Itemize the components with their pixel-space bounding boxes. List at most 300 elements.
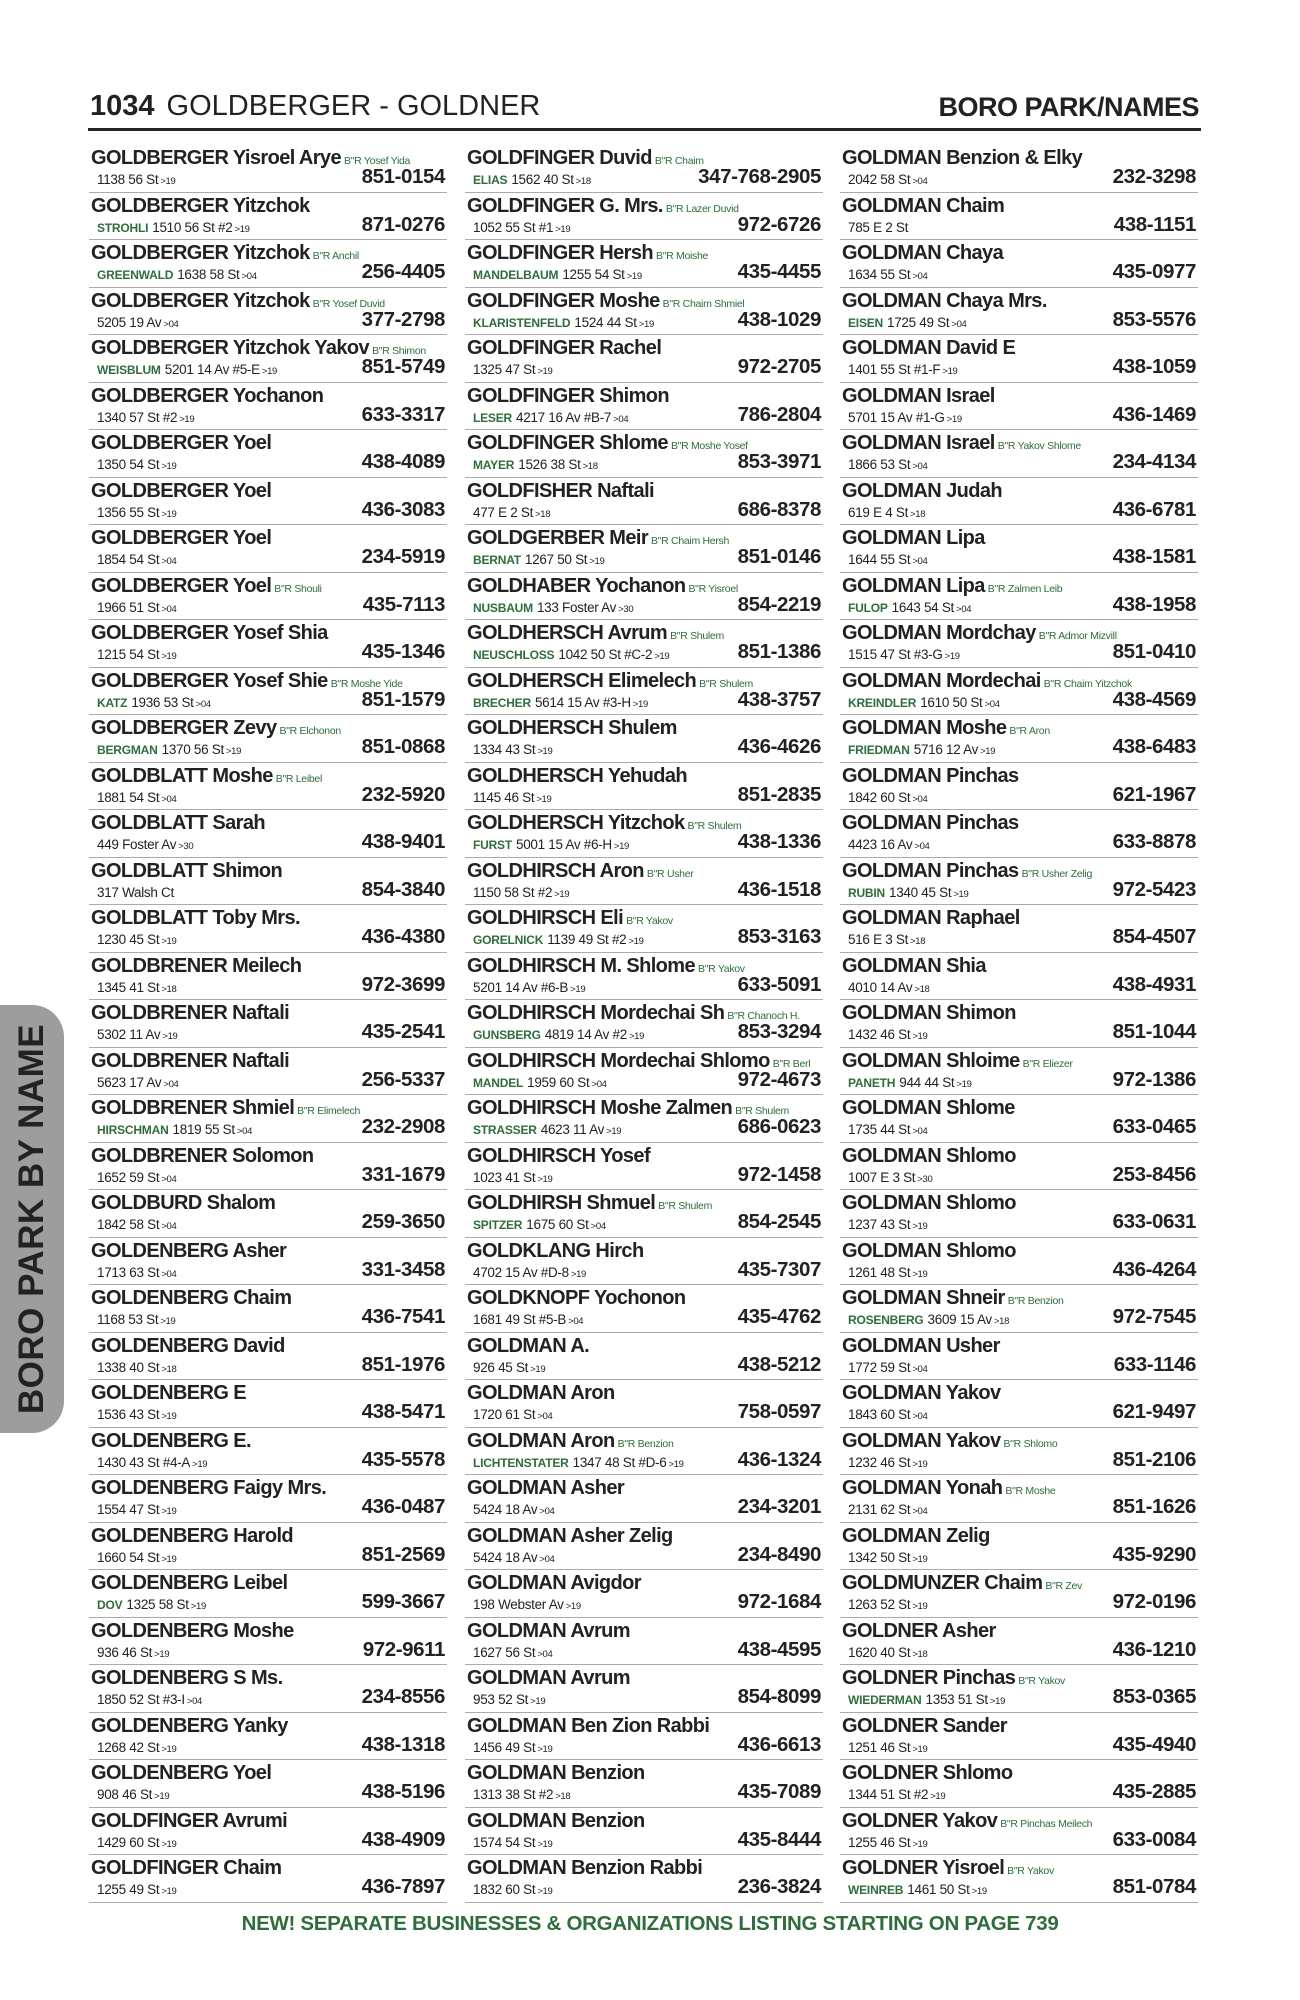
listing-phone: 438-5471 <box>361 1400 445 1423</box>
listing-entry <box>465 288 823 336</box>
listing-name-text: GOLDMAN Shimon <box>842 1002 1016 1024</box>
listing-zip: >19 <box>530 1363 546 1375</box>
listing-name-text: GOLDHERSCH Yitzchok <box>467 812 685 834</box>
listing-address: 1255 46 St <box>848 1834 911 1850</box>
listing-address: 1237 43 St <box>848 1217 911 1232</box>
listing-entry <box>89 810 447 858</box>
listing-phone: 851-1044 <box>1112 1020 1196 1043</box>
listing-name <box>842 955 986 978</box>
listing-address-line <box>848 932 925 947</box>
listing-zip: >19 <box>606 1126 622 1137</box>
listing-name-text: GOLDMAN Benzion & Elky <box>842 147 1083 169</box>
listing-family-name: FULOP <box>848 600 888 615</box>
listing-name-text: GOLDENBERG Harold <box>91 1524 294 1547</box>
listing-zip: >04 <box>163 1078 179 1090</box>
listing-entry <box>840 1285 1198 1333</box>
listing-entry <box>89 668 447 716</box>
listing-name <box>467 147 704 170</box>
listing-name <box>91 432 271 455</box>
listing-zip: >19 <box>161 1838 177 1850</box>
listing-name-text: GOLDKNOPF Yochonon <box>467 1287 686 1309</box>
listing-family-name: FURST <box>473 838 512 852</box>
listing-zip: >19 <box>161 936 177 947</box>
listing-entry <box>465 1333 823 1381</box>
listing-name-text: GOLDHABER Yochanon <box>467 574 686 597</box>
listing-zip: >04 <box>613 413 629 425</box>
listing-name <box>842 1192 1016 1215</box>
listing-entry <box>465 1618 823 1666</box>
listing-address: 1574 54 St <box>473 1834 536 1850</box>
listing-address: 4010 14 Av <box>848 979 913 995</box>
listing-family-name: PANETH <box>848 1075 896 1090</box>
listing-phone: 851-5749 <box>361 355 445 378</box>
listing-name-text: GOLDGERBER Meir <box>467 527 649 549</box>
listing-parent: B"R Shulem <box>699 677 754 690</box>
listing-zip: >19 <box>161 1553 177 1565</box>
listing-zip: >19 <box>190 1601 206 1612</box>
listing-phone: 331-3458 <box>361 1257 445 1281</box>
listing-parent: B"R Chaim <box>654 155 704 167</box>
listing-address: 926 45 St <box>473 1359 529 1375</box>
listing-entry <box>89 1713 447 1761</box>
listing-address-line <box>97 1312 176 1327</box>
listing-zip: >04 <box>568 1316 584 1327</box>
listing-name-text: GOLDMAN Asher <box>467 1477 625 1499</box>
listing-name <box>842 1430 1057 1453</box>
listing-name-text: GOLDBERGER Yoel <box>91 479 272 502</box>
listing-entry <box>840 1190 1198 1238</box>
listing-address: 5716 12 Av <box>913 742 979 757</box>
listing-entry <box>840 905 1198 953</box>
listing-zip: >04 <box>241 271 257 282</box>
listing-entry <box>89 1665 447 1713</box>
listing-name <box>91 1667 283 1690</box>
listing-name-text: GOLDMAN Shlomo <box>842 1239 1016 1262</box>
listing-zip: >19 <box>161 1411 177 1422</box>
listing-name-text: GOLDBERGER Zevy <box>91 717 277 739</box>
listing-name <box>842 290 1047 313</box>
listing-entry <box>840 1713 1198 1761</box>
listing-name-text: GOLDMAN Chaya Mrs. <box>842 289 1047 312</box>
side-tab-label: BORO PARK BY NAME <box>12 1023 51 1415</box>
listing-address-line <box>473 1312 583 1327</box>
listing-name-text: GOLDKLANG Hirch <box>467 1239 644 1262</box>
listing-zip: >18 <box>912 1648 928 1660</box>
listing-name-text: GOLDMAN Avigdor <box>467 1572 641 1594</box>
listing-entry <box>840 288 1198 336</box>
listing-parent: B"R Elchonon <box>279 725 341 737</box>
listing-address: 1936 53 St <box>131 694 194 710</box>
listing-family-name: ELIAS <box>473 173 508 187</box>
listing-address-line <box>97 1645 169 1660</box>
listing-name <box>467 1430 674 1453</box>
listing-address-line <box>473 932 644 947</box>
listing-name-text: GOLDENBERG E. <box>91 1429 251 1452</box>
listing-address-line <box>473 600 633 615</box>
listing-name-text: GOLDMAN Benzion <box>467 1809 645 1832</box>
listing-phone: 786-2804 <box>737 402 821 426</box>
listing-name <box>91 527 271 550</box>
listing-entry <box>465 810 823 858</box>
listing-name <box>467 1287 685 1310</box>
listing-address: 1168 53 St <box>97 1312 159 1327</box>
listing-parent: B"R Yakov <box>626 915 673 927</box>
listing-zip: >04 <box>912 1126 928 1137</box>
listing-zip: >19 <box>179 413 195 425</box>
listing-entry <box>840 193 1198 241</box>
listing-zip: >19 <box>554 888 570 900</box>
listing-phone: 972-1684 <box>737 1590 821 1613</box>
listing-parent: B"R Aron <box>1009 725 1050 737</box>
listing-phone: 234-3201 <box>737 1495 821 1518</box>
listing-phone: 972-6726 <box>737 212 821 236</box>
listing-address: 5302 11 Av <box>97 1027 161 1042</box>
listing-name <box>467 527 729 550</box>
listing-address-line <box>848 410 962 425</box>
listing-name <box>467 432 748 455</box>
listing-zip: >04 <box>161 793 177 805</box>
listing-parent: B"R Yakov Shlome <box>997 440 1081 452</box>
listing-phone: 438-1029 <box>737 307 821 331</box>
listing-name-text: GOLDBERGER Yoel <box>91 432 272 454</box>
listing-parent: B"R Chaim Shmiel <box>662 297 745 310</box>
listing-parent: B"R Pinchas Meilech <box>1000 1817 1093 1830</box>
listing-phone: 256-5337 <box>361 1067 445 1091</box>
listing-phone: 234-5919 <box>361 545 445 568</box>
listing-name <box>842 1572 1082 1595</box>
listing-address-line <box>848 1265 928 1280</box>
listing-phone: 851-0154 <box>361 165 445 188</box>
listing-parent: B"R Benzion <box>617 1437 674 1450</box>
listing-name <box>842 670 1132 693</box>
listing-zip: >19 <box>980 746 996 757</box>
listing-address: 908 46 St <box>97 1787 153 1802</box>
listing-address-line <box>473 1122 621 1137</box>
listing-address-line <box>848 1407 928 1422</box>
listing-entry <box>465 715 823 763</box>
listing-phone: 436-1210 <box>1112 1637 1196 1661</box>
listing-address: 5001 15 Av #6-H <box>516 837 612 852</box>
listing-entry <box>465 905 823 953</box>
listing-phone: 436-4380 <box>361 925 445 948</box>
listing-address: 1959 60 St <box>527 1074 590 1090</box>
listing-address: 1643 54 St <box>891 599 954 615</box>
listing-name-text: GOLDBLATT Shimon <box>91 859 283 882</box>
listing-name-text: GOLDMAN Mordechai <box>842 669 1041 692</box>
listing-zip: >19 <box>537 1743 553 1755</box>
listing-name-text: GOLDMAN Pinchas <box>842 764 1019 787</box>
listing-address: 1735 44 St <box>848 1122 911 1137</box>
listing-name <box>467 1810 645 1833</box>
listing-address-line <box>473 1835 553 1850</box>
listing-name <box>467 670 753 693</box>
listing-family-name: STRASSER <box>473 1123 537 1137</box>
listing-entry <box>465 525 823 573</box>
listing-parent: B"R Eliezer <box>1022 1057 1073 1070</box>
listing-entry <box>89 1855 447 1903</box>
listing-name-text: GOLDBLATT Toby Mrs. <box>91 907 300 929</box>
listing-address: 1819 55 St <box>172 1122 235 1137</box>
listing-entry <box>840 1238 1198 1286</box>
listing-name <box>467 195 739 218</box>
listing-name-text: GOLDBRENER Shmiel <box>91 1097 295 1119</box>
listing-phone: 438-1958 <box>1112 592 1196 616</box>
listing-name-text: GOLDFINGER Moshe <box>467 289 660 312</box>
listing-address: 1430 43 St #4-A <box>97 1454 191 1470</box>
listing-phone: 633-1146 <box>1113 1352 1196 1376</box>
listing-phone: 851-0146 <box>737 545 821 568</box>
listing-zip: >19 <box>912 1743 928 1755</box>
listing-name <box>842 432 1081 455</box>
listing-entry <box>465 1808 823 1856</box>
listing-name-text: GOLDENBERG Yanky <box>91 1714 288 1737</box>
side-tab <box>0 1005 64 1433</box>
listing-address: 1232 46 St <box>848 1454 911 1470</box>
listing-address-line <box>848 1835 928 1850</box>
listing-entry <box>89 1285 447 1333</box>
listing-zip: >18 <box>910 508 926 520</box>
listing-name-text: GOLDMAN Shlomo <box>842 1192 1016 1214</box>
listing-parent: B"R Shouli <box>274 582 322 595</box>
listing-name-text: GOLDENBERG S Ms. <box>91 1667 283 1689</box>
listing-name <box>842 1382 1001 1405</box>
section-title: BORO PARK/NAMES <box>938 92 1199 122</box>
listing-name <box>91 1762 271 1785</box>
listing-zip: >19 <box>161 651 177 662</box>
listing-address: 317 Walsh Ct <box>97 884 174 900</box>
listing-parent: B"R Usher <box>646 867 694 880</box>
name-range: GOLDBERGER - GOLDNER <box>166 90 541 122</box>
listing-address: 1713 63 St <box>97 1264 160 1280</box>
listing-family-name: NEUSCHLOSS <box>473 648 555 662</box>
listing-name <box>842 385 995 408</box>
listing-address-line <box>97 1027 178 1042</box>
listing-parent: B"R Usher Zelig <box>1021 867 1092 880</box>
listing-address: 1456 49 St <box>473 1739 536 1755</box>
listing-name-text: GOLDHERSCH Avrum <box>467 622 668 644</box>
listing-family-name: LICHTENSTATER <box>473 1455 569 1470</box>
listing-phone: 234-8556 <box>361 1685 445 1708</box>
listing-address: 449 Foster Av <box>97 837 177 852</box>
listing-address: 1554 47 St <box>97 1502 160 1517</box>
listing-zip: >04 <box>186 1696 203 1707</box>
listing-name <box>91 1477 326 1500</box>
listing-address-line <box>97 1835 177 1850</box>
listing-name-text: GOLDBERGER Yitzchok <box>91 289 310 312</box>
listing-column-1 <box>89 145 447 1903</box>
listing-address: 1215 54 St <box>97 647 160 662</box>
listing-address-line <box>97 1787 169 1802</box>
listing-column-3 <box>840 145 1198 1903</box>
listing-entry <box>89 1333 447 1381</box>
listing-family-name: FRIEDMAN <box>848 743 910 757</box>
listing-name <box>842 1810 1092 1833</box>
listing-name-text: GOLDMAN Chaim <box>842 194 1005 217</box>
listing-name <box>91 955 301 978</box>
listing-address: 1350 54 St <box>97 457 160 472</box>
listing-name-text: GOLDHIRSCH Eli <box>467 907 624 929</box>
listing-name-text: GOLDMAN Chaya <box>842 242 1004 264</box>
listing-name <box>91 907 300 930</box>
listing-address: 1230 45 St <box>97 932 160 947</box>
listing-zip: >19 <box>161 1506 177 1517</box>
listing-entry <box>465 1380 823 1428</box>
listing-zip: >18 <box>914 983 930 995</box>
listing-entry <box>465 1428 823 1476</box>
listing-address-line <box>97 1170 177 1185</box>
listing-phone: 633-0631 <box>1112 1210 1196 1233</box>
listing-parent: B"R Moshe Yide <box>330 677 403 690</box>
listing-name <box>467 1525 673 1548</box>
listing-entry <box>840 1523 1198 1571</box>
listing-address: 1515 47 St #3-G <box>848 647 943 662</box>
listing-phone: 436-7541 <box>361 1305 445 1328</box>
listing-zip: >04 <box>912 271 928 282</box>
listing-zip: >04 <box>161 603 177 615</box>
listing-address-line <box>848 1645 928 1660</box>
listing-name <box>842 480 1002 503</box>
listing-name <box>91 242 359 265</box>
listing-zip: >19 <box>668 1458 684 1470</box>
listing-parent: B"R Moshe <box>1005 1485 1056 1497</box>
listing-address: 1353 51 St <box>925 1692 988 1707</box>
listing-name-text: GOLDMAN Usher <box>842 1334 1000 1357</box>
listing-phone: 851-0868 <box>361 735 445 758</box>
header-left <box>90 90 540 123</box>
listing-entry <box>465 668 823 716</box>
listing-address-line <box>97 600 177 615</box>
listing-address: 5201 14 Av #6-B <box>473 979 569 995</box>
listing-address-line <box>473 1407 553 1422</box>
listing-zip: >18 <box>582 461 598 472</box>
listing-name-text: GOLDHERSCH Elimelech <box>467 669 697 692</box>
listing-address-line <box>848 362 958 377</box>
listing-name-text: GOLDFINGER Chaim <box>91 1857 282 1879</box>
listing-address-line <box>473 790 552 805</box>
listing-name <box>467 385 669 408</box>
listing-parent: B"R Yakov <box>1018 1675 1066 1687</box>
listing-address: 1255 54 St <box>562 267 625 282</box>
listing-address-line <box>848 1550 928 1565</box>
listing-name-text: GOLDBRENER Naftali <box>91 1049 290 1072</box>
listing-phone: 972-9611 <box>362 1637 445 1661</box>
listing-address: 1681 49 St #5-B <box>473 1312 567 1327</box>
listing-name <box>91 670 403 693</box>
listing-address: 1023 41 St <box>473 1169 536 1185</box>
listing-entry <box>840 240 1198 288</box>
listing-address: 1145 46 St <box>473 789 535 805</box>
listing-entry <box>89 573 447 621</box>
listing-zip: >04 <box>912 176 928 187</box>
listing-address-line <box>848 1692 1005 1707</box>
listing-name-text: GOLDBERGER Yisroel Arye <box>91 147 341 169</box>
listing-address-line <box>97 362 277 377</box>
listing-phone: 972-5423 <box>1112 877 1196 901</box>
listing-name <box>467 1857 702 1880</box>
listing-address: 1634 55 St <box>848 267 911 282</box>
listing-name <box>91 812 265 835</box>
listing-phone: 435-8444 <box>737 1827 821 1851</box>
listing-name <box>842 242 1003 265</box>
listing-address-line <box>473 1645 553 1660</box>
listing-address-line <box>848 1312 1009 1327</box>
listing-name-text: GOLDFINGER Shimon <box>467 384 670 407</box>
listing-parent: B"R Benzion <box>1007 1295 1064 1307</box>
listing-address: 1610 50 St <box>920 694 983 710</box>
listing-address-line <box>97 220 250 235</box>
listing-entry <box>840 1808 1198 1856</box>
listing-address: 1268 42 St <box>97 1739 160 1755</box>
listing-name <box>842 527 985 550</box>
listing-zip: >19 <box>261 366 278 377</box>
listing-entry <box>465 335 823 383</box>
listing-entry <box>465 1855 823 1903</box>
listing-zip: >19 <box>589 556 605 567</box>
listing-address: 1772 59 St <box>848 1359 911 1375</box>
listing-name <box>91 1382 246 1405</box>
listing-name <box>467 1240 644 1263</box>
listing-entry <box>465 763 823 811</box>
listing-zip: >04 <box>951 318 967 330</box>
listing-zip: >19 <box>912 1221 928 1232</box>
listing-entry <box>89 335 447 383</box>
listing-name <box>467 1335 589 1358</box>
listing-address: 1138 56 St <box>97 172 159 187</box>
listing-phone: 438-1581 <box>1112 545 1196 568</box>
listing-phone: 599-3667 <box>361 1590 445 1613</box>
listing-address: 4423 16 Av <box>848 837 913 852</box>
listing-address: 619 E 4 St <box>848 504 909 520</box>
listing-phone: 972-2705 <box>737 355 821 378</box>
listing-entry <box>840 763 1198 811</box>
listing-name-text: GOLDNER Pinchas <box>842 1667 1016 1689</box>
listing-name <box>91 1857 281 1880</box>
listing-address-line <box>97 457 177 472</box>
listing-address-line <box>848 1597 928 1612</box>
listing-zip: >19 <box>912 1031 928 1042</box>
listing-zip: >19 <box>946 413 962 425</box>
listing-name <box>842 1050 1073 1073</box>
listing-zip: >04 <box>537 1411 553 1422</box>
listing-parent: B"R Leibel <box>275 772 322 785</box>
listing-phone: 253-8456 <box>1112 1162 1196 1186</box>
listing-name <box>467 1382 615 1405</box>
listing-entry <box>89 1380 447 1428</box>
listing-zip: >19 <box>956 1078 972 1090</box>
listing-zip: >18 <box>575 176 591 187</box>
listing-name-text: GOLDMAN Shlome <box>842 1097 1015 1119</box>
listing-name <box>91 575 322 598</box>
listing-phone: 438-4909 <box>361 1827 445 1851</box>
listing-address: 1334 43 St <box>473 742 536 757</box>
listing-name-text: GOLDNER Shlomo <box>842 1762 1013 1784</box>
listing-zip: >19 <box>942 366 958 377</box>
listing-family-name: EISEN <box>848 315 884 330</box>
listing-phone: 436-7897 <box>361 1875 445 1898</box>
listing-name-text: GOLDMAN Benzion <box>467 1762 645 1784</box>
listing-address-line <box>848 267 928 282</box>
listing-entry <box>840 715 1198 763</box>
listing-zip: >19 <box>536 793 552 805</box>
listing-phone: 331-1679 <box>361 1162 445 1186</box>
listing-phone: 854-2219 <box>737 592 821 616</box>
listing-name <box>91 1145 314 1168</box>
listing-zip: >19 <box>154 1791 170 1802</box>
listing-phone: 438-4089 <box>361 450 445 473</box>
listing-name-text: GOLDBERGER Yoel <box>91 527 272 549</box>
listing-name-text: GOLDMAN Shlomo <box>842 1144 1016 1167</box>
listing-address-line <box>848 552 928 567</box>
